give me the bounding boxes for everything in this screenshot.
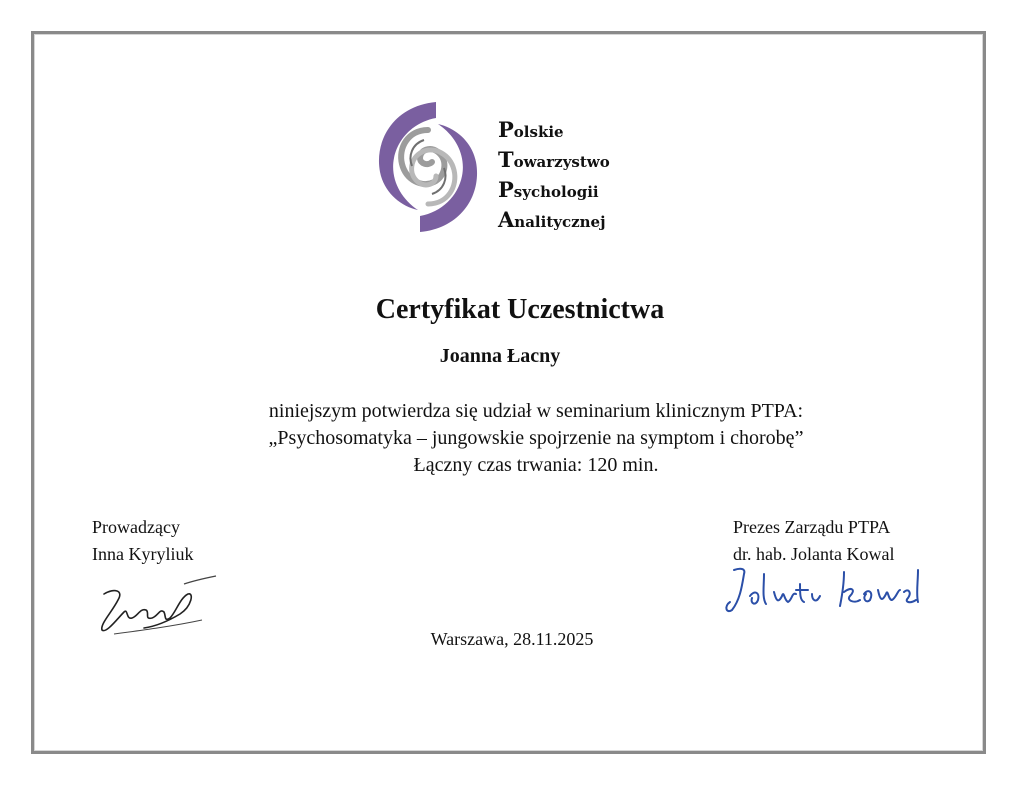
signer-name: Inna Kyryliuk [92, 544, 194, 564]
body-line: niniejszym potwierdza się udział w seminarium klinicznym PTPA: [268, 400, 804, 422]
society-name-line: Analitycznej [498, 207, 606, 232]
society-name-line: Towarzystwo [498, 147, 610, 172]
body-line: „Psychosomatyka – jungowskie spojrzenie na symptom i chorobę” [268, 427, 804, 449]
certificate-title: Certyfikat Uczestnictwa [375, 294, 665, 325]
signature-block-left [92, 514, 193, 568]
spiral-logo-icon [374, 100, 482, 234]
body-line: Łączny czas trwania: 120 min. [413, 454, 659, 476]
signer-name: dr. hab. Jolanta Kowal [733, 544, 895, 564]
signer-role: Prezes Zarządu PTPA [733, 517, 891, 537]
society-name-line: Psychologii [498, 177, 599, 202]
signer-role: Prowadzący [92, 517, 180, 537]
society-name-line: Polskie [498, 117, 564, 142]
handwritten-signature-icon [720, 560, 925, 620]
certificate-body [0, 398, 1024, 479]
recipient-name: Joanna Łacny [439, 345, 561, 367]
place-and-date: Warszawa, 28.11.2025 [430, 629, 594, 649]
society-name [498, 116, 610, 236]
